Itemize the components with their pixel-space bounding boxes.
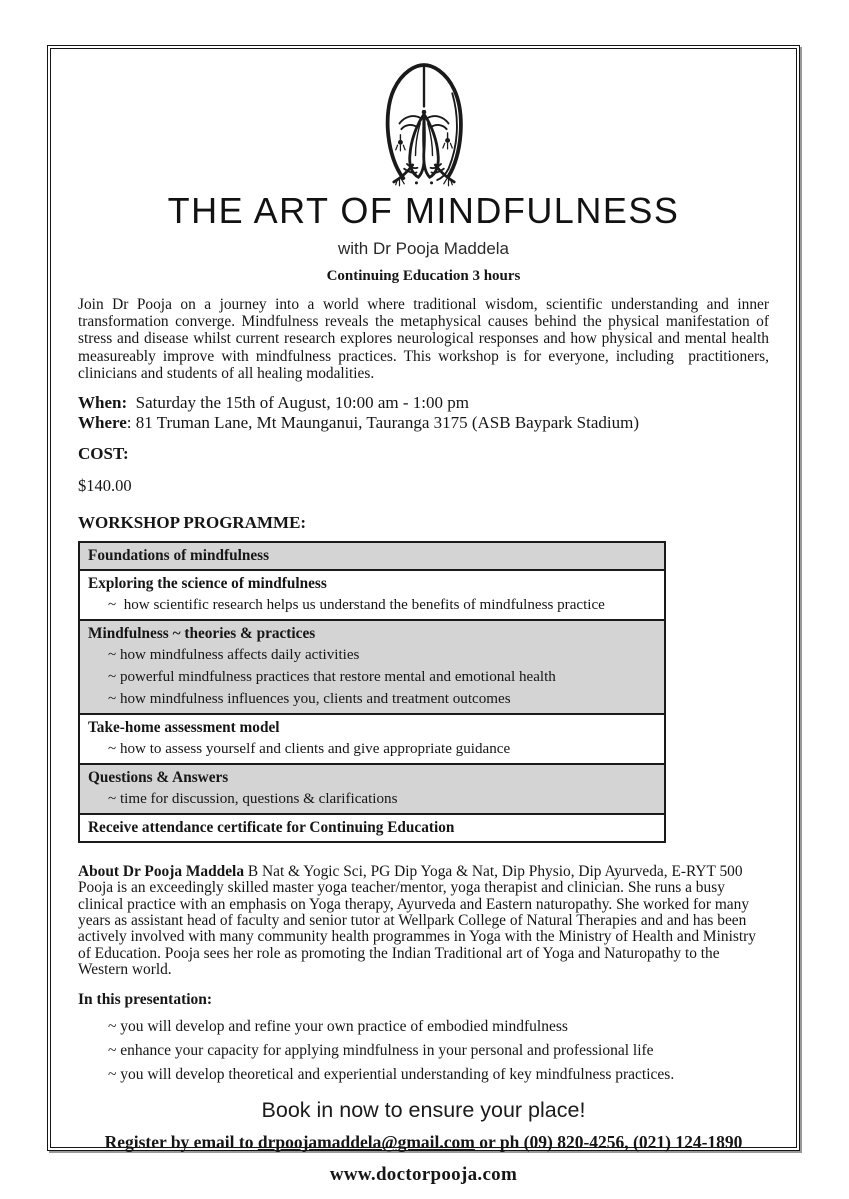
presentation-bullet: ~ you will develop and refine your own practice of embodied mindfulness bbox=[108, 1018, 568, 1036]
row-item: ~ how mindfulness influences you, clients and treatment outcomes bbox=[108, 691, 511, 708]
when-line bbox=[78, 393, 769, 413]
table-row bbox=[79, 764, 665, 814]
table-row bbox=[79, 570, 665, 620]
subtitle: with Dr Pooja Maddela bbox=[337, 239, 510, 258]
row-item: ~ time for discussion, questions & clarifications bbox=[108, 791, 398, 808]
email-link[interactable]: drpoojamaddela@gmail.com bbox=[257, 1132, 475, 1153]
register-suffix: or ph (09) 820-4256, (021) 124-1890 bbox=[474, 1132, 743, 1153]
where-value: : 81 Truman Lane, Mt Maunganui, Tauranga 3175 (ASB Baypark Stadium) bbox=[126, 412, 640, 432]
table-row bbox=[79, 714, 665, 764]
about-lead: About Dr Pooja Maddela bbox=[78, 863, 245, 881]
cost-value: $140.00 bbox=[78, 476, 132, 496]
presentation-bullet: ~ enhance your capacity for applying mindfulness in your personal and professional life bbox=[108, 1042, 654, 1060]
row-title: Foundations of mindfulness bbox=[88, 547, 270, 565]
presentation-bullet: ~ you will develop theoretical and experiential understanding of key mindfulness practices. bbox=[108, 1066, 675, 1084]
book-now-cta: Book in now to ensure your place! bbox=[261, 1098, 586, 1123]
namaste-logo-icon bbox=[358, 59, 490, 187]
where-line bbox=[78, 413, 769, 433]
register-line bbox=[78, 1132, 769, 1153]
where-label: Where bbox=[78, 412, 127, 432]
when-value: Saturday the 15th of August, 10:00 am - 1:00 pm bbox=[127, 393, 469, 413]
website-url: www.doctorpooja.com bbox=[329, 1164, 518, 1186]
row-title: Exploring the science of mindfulness bbox=[88, 575, 327, 593]
table-row bbox=[79, 620, 665, 714]
programme-heading: WORKSHOP PROGRAMME: bbox=[78, 513, 307, 533]
about-text: B Nat & Yogic Sci, PG Dip Yoga & Nat, Dip Physio, Dip Ayurveda, E-RYT 500 Pooja is an exceedingly skilled master yoga teacher/mentor, yoga therapist and clinician. She runs a busy clinical practice with an emphasis on Yoga therapy, Ayurveda and Eastern naturopathy. She worked for many years as assistant head of faculty and senior tutor at Wellpark College of Natural Therapies and and has been actively involved with many community health programmes in Yoga with the Ministry of Health and Ministry of Education. Pooja sees her role as promoting the Indian Traditional art of Yoga and Naturopathy to the Western world. bbox=[78, 863, 756, 978]
row-item: ~ how to assess yourself and clients and give appropriate guidance bbox=[108, 741, 511, 758]
table-row bbox=[79, 542, 665, 570]
row-item: ~ how mindfulness affects daily activities bbox=[108, 647, 360, 664]
intro-paragraph: Join Dr Pooja on a journey into a world where traditional wisdom, scientific understanding and inner transformation converge. Mindfulness reveals the metaphysical causes behind the physical manifestation of stress and disease whilst current research explores neurological responses and how physical and mental health measureably improve with mindfulness practices. This workshop is for everyone, including practitioners, clinicians and students of all healing modalities. bbox=[78, 296, 773, 382]
when-label: When: bbox=[78, 393, 128, 413]
row-title: Mindfulness ~ theories & practices bbox=[88, 625, 316, 643]
continuing-education-note: Continuing Education 3 hours bbox=[326, 268, 521, 284]
row-title: Take-home assessment model bbox=[88, 719, 280, 737]
about-paragraph bbox=[78, 864, 769, 978]
table-row bbox=[79, 814, 665, 842]
page-title: THE ART OF MINDFULNESS bbox=[167, 190, 680, 231]
programme-table bbox=[78, 541, 666, 843]
register-prefix: Register by email to bbox=[104, 1132, 258, 1153]
cost-label: COST: bbox=[78, 444, 129, 464]
flyer-frame bbox=[47, 45, 800, 1186]
row-title: Questions & Answers bbox=[88, 769, 229, 787]
row-item: ~ how scientific research helps us understand the benefits of mindfulness practice bbox=[108, 597, 605, 614]
presentation-heading: In this presentation: bbox=[78, 991, 213, 1009]
row-title: Receive attendance certificate for Continuing Education bbox=[88, 819, 455, 837]
row-item: ~ powerful mindfulness practices that restore mental and emotional health bbox=[108, 669, 556, 686]
